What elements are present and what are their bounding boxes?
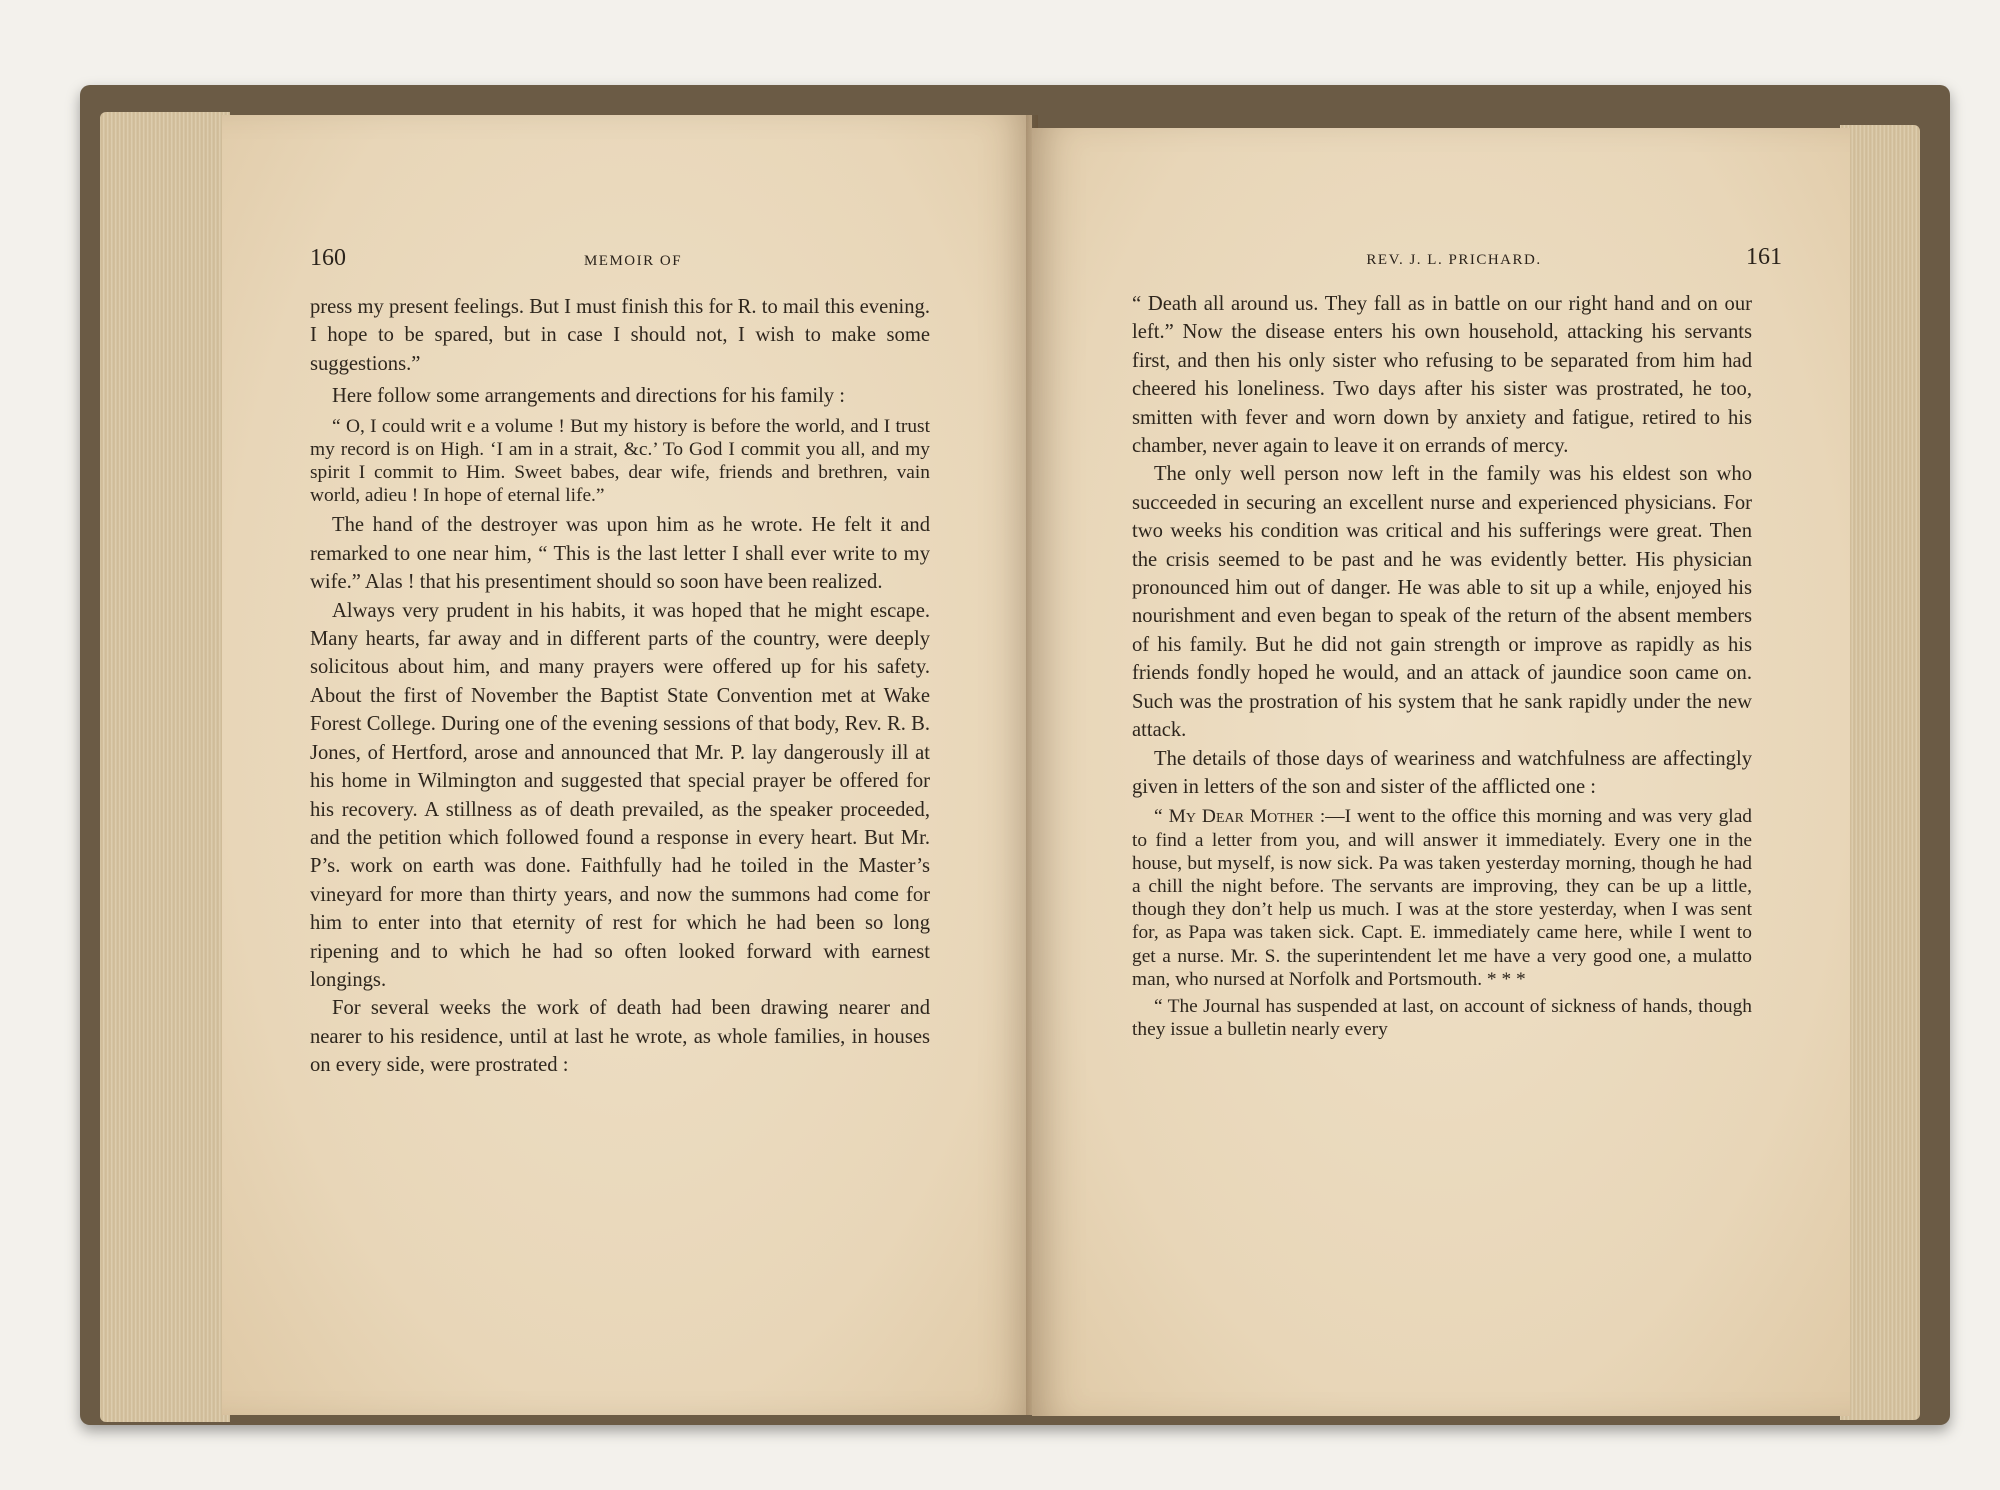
paragraph: The hand of the destroyer was upon him as he wrote. He felt it and remarked to one near him, “ This is the last letter I shall ever write to my wife.” Alas ! that his presentiment should so soon have been realized. bbox=[310, 514, 930, 594]
right-page-body bbox=[1132, 290, 1752, 1045]
paragraph: Always very prudent in his habits, it was hoped that he might escape. Many hearts, far away and in different parts of the country, were deeply solicitous about him, and many prayers were offered up for his safety. About the first of November the Baptist State Convention met at Wake Forest College. During one of the evening sessions of that body, Rev. R. B. Jones, of Hertford, arose and announced that Mr. P. lay dangerously ill at his home in Wilmington and suggested that special prayer be offered for his recovery. A stillness as of death prevailed, as the speaker proceeded, and the petition which followed found a response in every heart. But Mr. P’s. work on earth was done. Faithfully had he toiled in the Master’s vineyard for more than thirty years, and now the summons had come for him to enter into that eternity of rest for which he had been so long ripening and to which he had so often looked forward with earnest longings. bbox=[310, 599, 930, 991]
page-number-left: 160 bbox=[310, 245, 346, 271]
paragraph: “ Death all around us. They fall as in battle on our right hand and on our left.” Now the disease enters his own household, attacking his servants first, and then his only sister who refusing to be separated from him had cheered his loneliness. Two days after his sister was prostrated, he too, smitten with fever and worn down by anxiety and fatigue, retired to his chamber, never again to leave it on errands of mercy. bbox=[1132, 293, 1752, 458]
quoted-letter bbox=[1132, 805, 1752, 991]
paragraph: For several weeks the work of death had been drawing nearer and nearer to his residence, until at last he wrote, as whole families, in houses on every side, were prostrated : bbox=[310, 997, 930, 1077]
running-head-left: MEMOIR OF bbox=[583, 253, 683, 269]
letter-text: —I went to the office this morning and was very glad to find a letter from you, and will answer it immediately. Every one in the house, but myself, is now sick. Pa was taken yesterday morning, though he had a chill the night before. The servants are improving, they can be up a little, though they don’t help us much. I was at the store yesterday, when I was sent for, as Papa was taken sick. Capt. E. immediately came here, while I went to get a nurse. Mr. S. the superintendent let me have a very good one, a mulatto man, who nursed at Norfolk and Portsmouth. * * * bbox=[1132, 806, 1752, 990]
left-page-header bbox=[310, 245, 950, 272]
paragraph: Here follow some arrangements and directions for his family : bbox=[332, 385, 845, 408]
quoted-letter: “ O, I could writ e a volume ! But my history is before the world, and I trust my record is on High. ‘I am in a strait, &c.’ To God I commit you all, and my spirit I commit to Him. Sweet babes, dear wife, friends and brethren, vain world, adieu ! In hope of eternal life.” bbox=[310, 415, 930, 507]
paragraph: press my present feelings. But I must finish this for R. to mail this evening. I hope to be spared, but in case I should not, I wish to make some suggestions.” bbox=[310, 296, 930, 375]
left-page bbox=[222, 115, 1032, 1415]
quoted-letter-continuation: “ The Journal has suspended at last, on account of sickness of hands, though they issue a bulletin nearly every bbox=[1132, 995, 1752, 1041]
right-page-header bbox=[1132, 244, 1782, 271]
paragraph: The only well person now left in the family was his eldest son who succeeded in securing an excellent nurse and experienced physicians. For two weeks his condition was critical and his sufferings were great. Then the crisis seemed to be past and he was evidently better. His physician pronounced him out of danger. He was able to sit up a while, enjoyed his nourishment and even began to speak of the return of the absent members of his family. But he did not gain strength or improve as rapidly as his friends fondly hoped he would, and an attack of jaundice soon came on. Such was the prostration of his system that he sank rapidly under the new attack. bbox=[1132, 463, 1752, 742]
letter-salutation: “ My Dear Mother : bbox=[1154, 806, 1326, 828]
page-edges-left bbox=[100, 112, 230, 1422]
page-edges-right bbox=[1840, 125, 1920, 1420]
page-number-right: 161 bbox=[1745, 244, 1782, 270]
paragraph: The details of those days of weariness and watchfulness are affectingly given in letters of the son and sister of the afflicted one : bbox=[1132, 747, 1752, 798]
running-head-right: REV. J. L. PRICHARD. bbox=[1366, 252, 1542, 268]
right-page bbox=[1032, 128, 1850, 1416]
left-page-body bbox=[310, 293, 930, 1080]
